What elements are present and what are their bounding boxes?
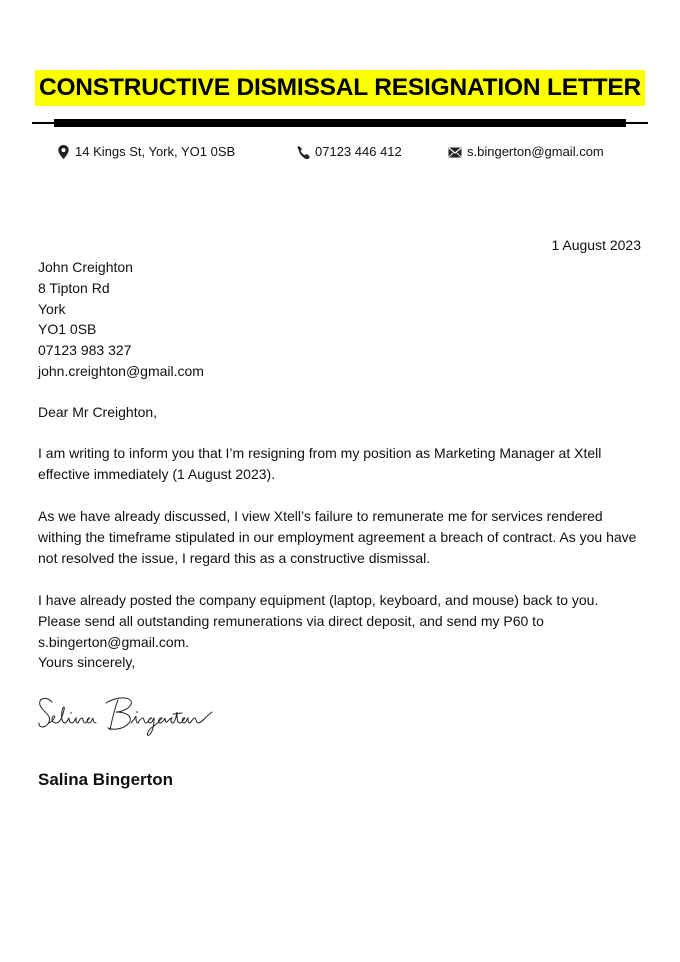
letter-paragraph: I have already posted the company equipment (laptop, keyboard, and mouse) back to you. Please send all outstanding remunerations via direct deposit, and send my P60 to s.bingerton@gmail.com. [38,592,599,650]
phone-icon [296,145,310,159]
recipient-street: 8 Tipton Rd [38,279,110,296]
contact-address-text: 14 Kings St, York, YO1 0SB [75,144,236,159]
contact-email-text: s.bingerton@gmail.com [467,144,604,159]
handwritten-signature [36,690,236,745]
contact-phone-text: 07123 446 412 [315,144,402,159]
recipient-email: john.creighton@gmail.com [38,362,204,379]
letter-title-bar [0,70,680,106]
letter-paragraph: I am writing to inform you that I’m resigning from my position as Marketing Manager at Xtell effective immediately (1 August 2023). [38,445,602,482]
page-title: CONSTRUCTIVE DISMISSAL RESIGNATION LETTER [35,70,645,106]
map-pin-icon [56,145,70,159]
recipient-city: York [38,300,66,317]
contact-address [56,144,235,160]
signer-name: Salina Bingerton [38,770,174,789]
recipient-block [38,257,204,382]
header-divider-thick [54,119,626,127]
contact-phone [296,144,402,160]
letter-date: 1 August 2023 [551,237,641,253]
contact-email [448,144,604,160]
salutation: Dear Mr Creighton, [38,404,158,420]
letter-paragraph: As we have already discussed, I view Xtell’s failure to remunerate me for services rendered withing the timeframe stipulated in our employment agreement a breach of contract. As you have not resolved the issue, I regard this as a constructive dismissal. [38,508,637,566]
envelope-icon [448,145,462,159]
recipient-name: John Creighton [38,259,133,275]
recipient-phone: 07123 983 327 [38,342,132,359]
recipient-postcode: YO1 0SB [38,321,97,338]
closing: Yours sincerely, [38,654,136,670]
